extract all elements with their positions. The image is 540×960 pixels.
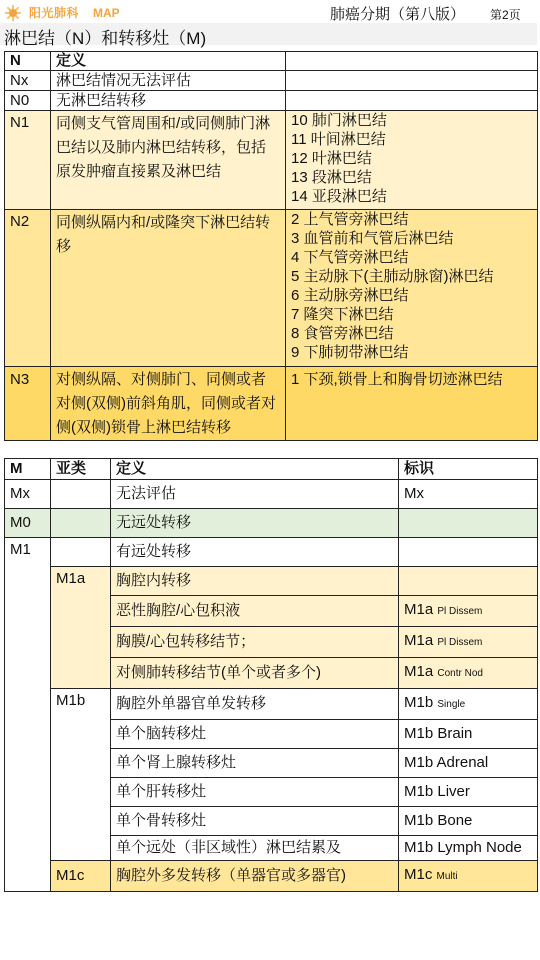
m-label (399, 596, 538, 627)
header-cell-stations (286, 52, 538, 71)
page-number: 第2页 (490, 8, 521, 22)
m-label: Mx (399, 480, 538, 509)
label-subscript: Single (437, 699, 466, 710)
m-definition: 对侧肺转移结节(单个或者多个) (111, 658, 399, 689)
station-item: 8 食管旁淋巴结 (291, 325, 394, 342)
m-label: M1b Brain (399, 720, 538, 749)
m-definition: 单个肝转移灶 (111, 778, 399, 807)
m-subtype (51, 538, 111, 567)
label-subscript: Contr Nod (437, 668, 483, 679)
label-subscript: Multi (436, 871, 458, 882)
m-definition: 胸腔外单器官单发转移 (111, 689, 399, 720)
station-item: 6 主动脉旁淋巴结 (291, 287, 409, 304)
n-definition: 无淋巴结转移 (51, 91, 286, 111)
m-subtype (51, 509, 111, 538)
page-header (0, 0, 540, 24)
m-subtype: M1c (51, 861, 111, 892)
n-code: N3 (5, 367, 51, 441)
n-stations (286, 71, 538, 91)
header-cell-n: N (5, 52, 51, 71)
m-label: M1b Lymph Node (399, 836, 538, 861)
sun-icon (5, 5, 21, 21)
m-subtype: M1a (51, 567, 111, 689)
station-item: 3 血管前和气管后淋巴结 (291, 230, 454, 247)
m-code: M1 (5, 538, 51, 892)
m-label (399, 627, 538, 658)
table-row-m1a (5, 567, 538, 596)
m-label (399, 689, 538, 720)
n-definition: 对侧纵隔、对侧肺门、同侧或者对侧(双侧)前斜角肌，同侧或者对侧(双侧)锁骨上淋巴结转移 (51, 367, 286, 441)
table-row-n3 (5, 367, 538, 441)
n-code: N0 (5, 91, 51, 111)
brand-map: MAP (93, 5, 120, 20)
station-item: 12 叶淋巴结 (291, 150, 372, 167)
m-definition: 胸膜/心包转移结节； (111, 627, 399, 658)
m-definition: 恶性胸腔/心包积液 (111, 596, 399, 627)
label-subscript: Pl Dissem (437, 606, 483, 617)
m-code: Mx (5, 480, 51, 509)
n-code: Nx (5, 71, 51, 91)
m-label: M1b Liver (399, 778, 538, 807)
n-stations (286, 91, 538, 111)
label-main: M1b (404, 694, 434, 711)
table-header-row (5, 459, 538, 480)
label-subscript: Pl Dissem (437, 637, 483, 648)
brand-name: 阳光肺科 (29, 6, 80, 20)
table-row-n2 (5, 210, 538, 367)
m-label: M1b Adrenal (399, 749, 538, 778)
header-cell-definition: 定义 (51, 52, 286, 71)
m-definition: 有远处转移 (111, 538, 399, 567)
table-row-m1c (5, 861, 538, 892)
n-stations (286, 111, 538, 210)
m-label: M1b Bone (399, 807, 538, 836)
m-label (399, 658, 538, 689)
table-header-row (5, 52, 538, 71)
header-cell-definition: 定义 (111, 459, 399, 480)
m-label (399, 567, 538, 596)
station-item: 11 叶间淋巴结 (291, 131, 386, 148)
m-definition: 单个脑转移灶 (111, 720, 399, 749)
station-item: 7 隆突下淋巴结 (291, 306, 394, 323)
table-row-n1 (5, 111, 538, 210)
table-row-m1b (5, 689, 538, 720)
table-row-m1 (5, 538, 538, 567)
m-definition: 单个骨转移灶 (111, 807, 399, 836)
section-title: 淋巴结（N）和转移灶（M) (4, 29, 207, 48)
table-row-nx (5, 71, 538, 91)
station-item: 10 肺门淋巴结 (291, 112, 387, 129)
m-code: M0 (5, 509, 51, 538)
m-label (399, 861, 538, 892)
n-code: N1 (5, 111, 51, 210)
n-code: N2 (5, 210, 51, 367)
n-stations (286, 210, 538, 367)
section-title-bar (0, 23, 537, 48)
m-subtype (51, 480, 111, 509)
n-definition: 同侧纵隔内和/或隆突下淋巴结转移 (51, 210, 286, 367)
document-title: 肺癌分期（第八版） (330, 6, 466, 23)
station-item: 9 下肺韧带淋巴结 (291, 344, 409, 361)
label-main: M1c (404, 866, 433, 883)
m-definition: 无远处转移 (111, 509, 399, 538)
m-label (399, 538, 538, 567)
n-definition: 同侧支气管周围和/或同侧肺门淋巴结以及肺内淋巴结转移，包括原发肿瘤直接累及淋巴结 (51, 111, 286, 210)
station-item: 2 上气管旁淋巴结 (291, 211, 409, 228)
table-row-m0 (5, 509, 538, 538)
n-definition: 淋巴结情况无法评估 (51, 71, 286, 91)
header-cell-subtype: 亚类 (51, 459, 111, 480)
n-staging-table (4, 51, 538, 441)
m-subtype: M1b (51, 689, 111, 861)
label-main: M1a (404, 601, 434, 618)
m-definition: 无法评估 (111, 480, 399, 509)
header-cell-label: 标识 (399, 459, 538, 480)
station-item: 13 段淋巴结 (291, 169, 372, 186)
m-definition: 单个肾上腺转移灶 (111, 749, 399, 778)
table-row-mx (5, 480, 538, 509)
m-definition: 胸腔外多发转移（单器官或多器官) (111, 861, 399, 892)
m-label (399, 509, 538, 538)
m-staging-table (4, 458, 538, 892)
m-definition: 胸腔内转移 (111, 567, 399, 596)
header-cell-m: M (5, 459, 51, 480)
station-item: 1 下颈,锁骨上和胸骨切迹淋巴结 (291, 371, 503, 388)
brand-logo (5, 4, 120, 21)
station-item: 5 主动脉下(主肺动脉窗)淋巴结 (291, 268, 494, 285)
n-stations (286, 367, 538, 441)
m-definition: 单个远处（非区域性）淋巴结累及 (111, 836, 399, 861)
label-main: M1a (404, 632, 434, 649)
station-item: 4 下气管旁淋巴结 (291, 249, 409, 266)
label-main: M1a (404, 663, 434, 680)
table-row-n0 (5, 91, 538, 111)
station-item: 14 亚段淋巴结 (291, 188, 387, 205)
